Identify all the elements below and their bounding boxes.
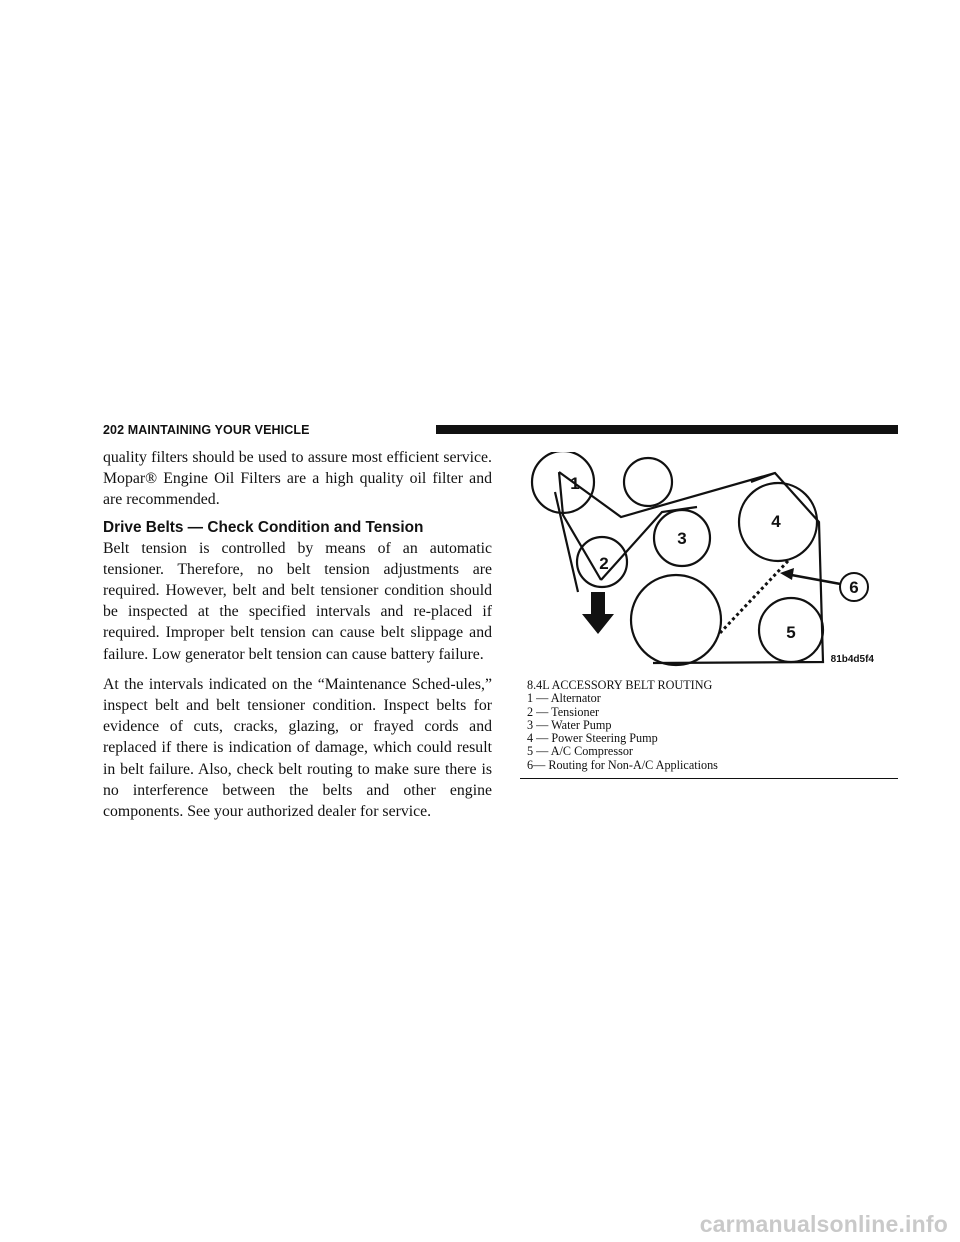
caption-title: 8.4L ACCESSORY BELT ROUTING (527, 678, 713, 692)
belt-segment-top-right (751, 473, 775, 482)
section-heading-drive-belts: Drive Belts — Check Condition and Tension (103, 518, 424, 536)
belt-routing-svg (522, 452, 898, 678)
paragraph-oil-filters: quality filters should be used to assure most efficient service. Mopar® Engine Oil Filters are a high quality oil filter and are recommended. (103, 449, 492, 509)
header-rule (436, 425, 898, 434)
legend-item-alternator: 1 — Alternator (527, 691, 601, 706)
legend-item-non-ac-routing: 6— Routing for Non-A/C Applications (527, 757, 718, 772)
down-arrow-icon (582, 592, 614, 634)
figure-caption (527, 679, 898, 772)
legend-item-tensioner: 2 — Tensioner (527, 704, 600, 719)
body-column (103, 447, 492, 822)
callout-6: 6 (849, 578, 859, 597)
pulley-crankshaft (631, 575, 721, 665)
callout-6-arrowhead (780, 568, 794, 580)
callout-6-leader (786, 574, 846, 585)
non-ac-routing-line (720, 561, 788, 633)
page-header (100, 422, 898, 438)
legend-item-water-pump: 3 — Water Pump (527, 717, 612, 732)
paragraph-belt-tension: Belt tension is controlled by means of an automatic tensioner. Therefore, no belt tension adjustments are required. However, belt and belt tensioner condition should be inspected at the specified intervals and re-placed if required. Improper belt tension can cause belt slippage and failure. Low generator belt tension can cause battery failure. (103, 539, 492, 663)
callout-1: 1 (570, 474, 580, 493)
figure-code: 81b4d5f4 (830, 654, 874, 665)
page-header-title: 202 MAINTAINING YOUR VEHICLE (103, 422, 318, 438)
legend-item-ac-compressor: 5 — A/C Compressor (527, 744, 633, 759)
callout-5: 5 (786, 623, 796, 642)
callout-4: 4 (771, 512, 781, 531)
legend-item-power-steering-pump: 4 — Power Steering Pump (527, 731, 658, 746)
belt-routing-diagram (522, 452, 898, 678)
caption-divider (520, 778, 898, 779)
paragraph-belt-inspection: At the intervals indicated on the “Maintenance Sched-ules,” inspect belt and belt tensioner condition. Inspect belts for evidence of cuts, cracks, glazing, or frayed cords and replaced if there is indication of damage, which could result in belt failure. Also, check belt routing to make sure there is no interference between the belts and other engine components. See your authorized dealer for service. (103, 675, 492, 821)
belt-segment-left (555, 492, 578, 592)
callout-3: 3 (677, 529, 687, 548)
callout-2: 2 (599, 554, 609, 573)
watermark: carmanualsonline.info (699, 1211, 948, 1237)
pulley-unlabeled-top (624, 458, 672, 506)
